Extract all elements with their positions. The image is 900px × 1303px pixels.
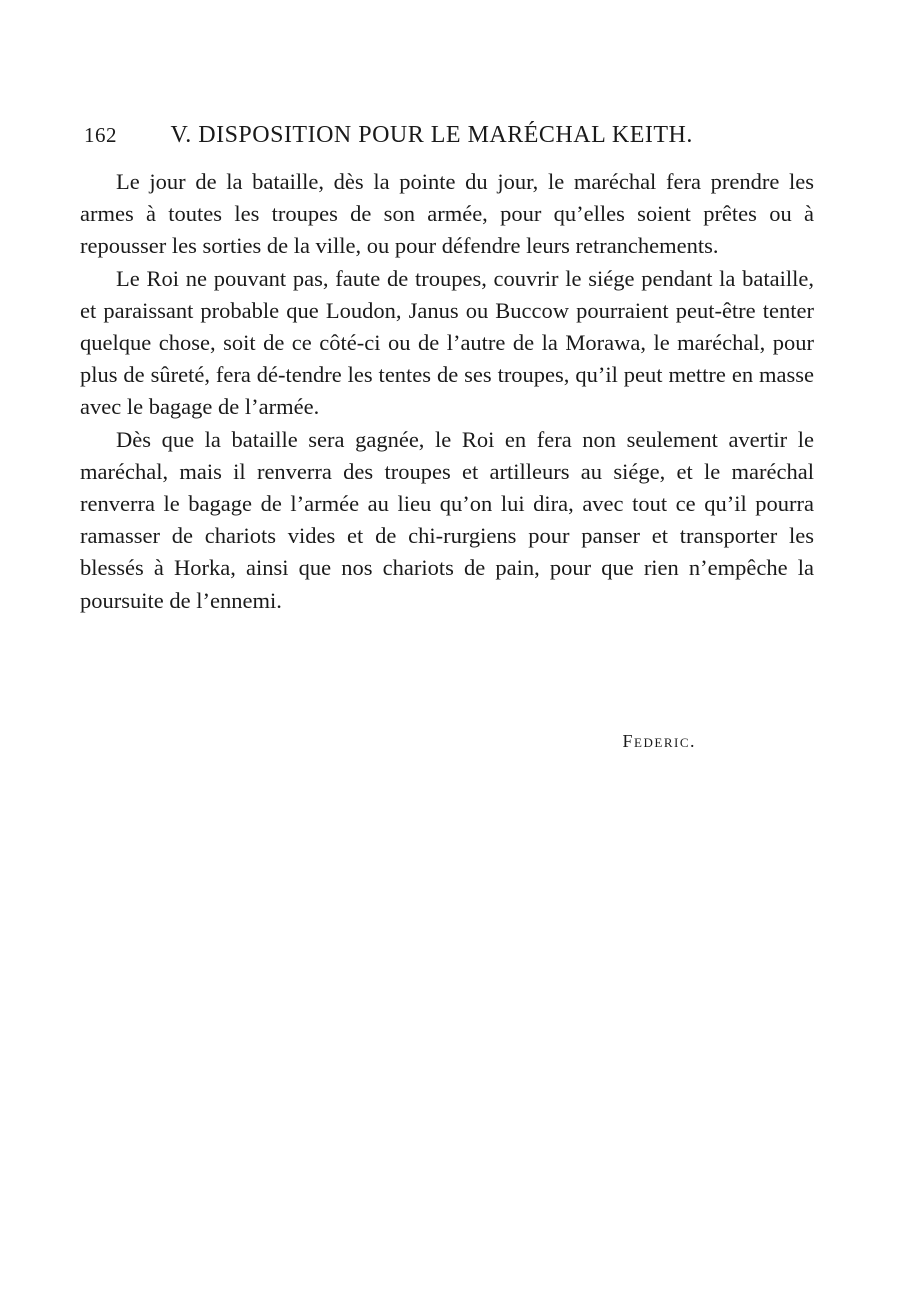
running-header [84,118,814,152]
paragraph: Le jour de la bataille, dès la pointe du jour, le maréchal fera prendre les armes à toutes les troupes de son armée, pour qu’elles soient prêtes ou à repousser les sorties de la ville, ou pour défendre leurs retranchements. [80,169,814,259]
section-title: V. DISPOSITION POUR LE MARÉCHAL KEITH. [170,122,693,148]
paragraph: Le Roi ne pouvant pas, faute de troupes, couvrir le siége pendant la bataille, et paraissant probable que Loudon, Janus ou Buccow pourraient peut-être tenter quelque chose, soit de ce côté-ci ou de l’autre de la Morawa, le maréchal, pour plus de sûreté, fera dé-tendre les tentes de ses troupes, qu’il peut mettre en masse avec le bagage de l’armée. [80,265,814,420]
paragraph: Dès que la bataille sera gagnée, le Roi en fera non seulement avertir le maréchal, mais il renverra des troupes et artilleurs au siége, et le maréchal renverra le bagage de l’armée au lieu qu’on lui dira, avec tout ce qu’il pourra ramasser de chariots vides et de chi-rurgiens pour panser et transporter les blessés à Horka, ainsi que nos chariots de pain, pour que rien n’empêche la poursuite de l’ennemi. [80,426,814,613]
signature: Federic. [622,731,696,751]
page-number: 162 [84,123,117,147]
body-text [80,166,814,617]
